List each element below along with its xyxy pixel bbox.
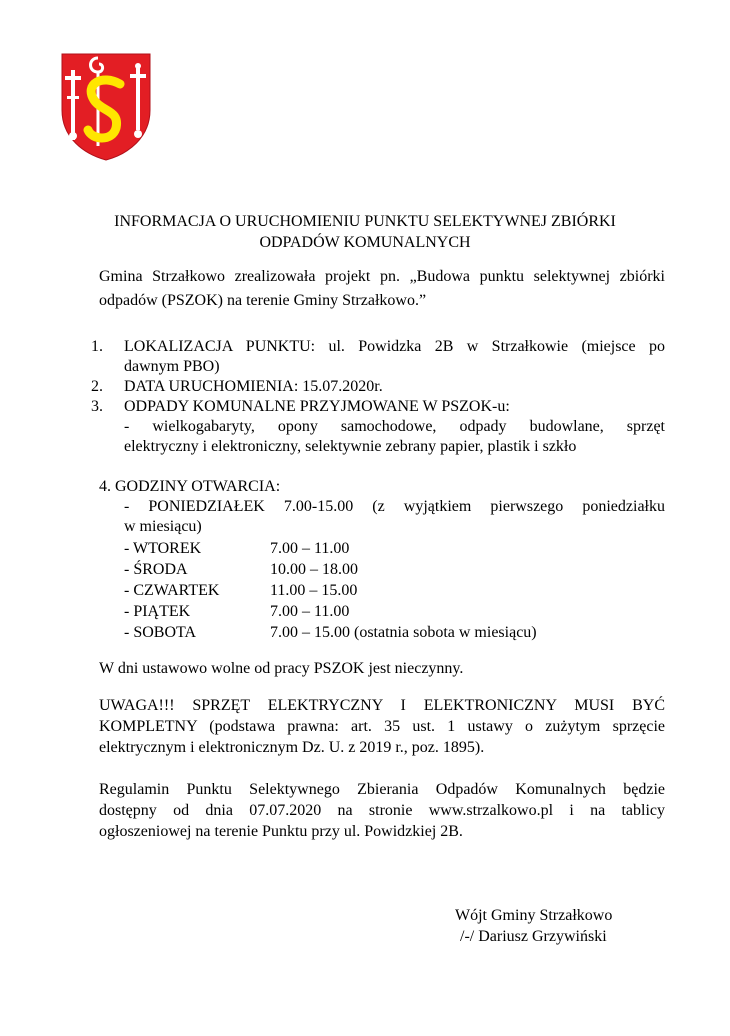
monday-hours-line-2: w miesiącu) [124,518,202,535]
location-line-2: dawnym PBO) [124,358,220,375]
day-label: - WTOREK [124,540,202,557]
signature-name: /-/ Dariusz Grzywiński [460,928,607,945]
list-number-1: 1. [91,338,103,355]
day-label: - ŚRODA [124,561,188,578]
opening-hours-heading: 4. GODZINY OTWARCIA: [99,478,281,495]
day-hours: 7.00 – 11.00 [270,603,350,620]
warning-line-3: elektrycznym i elektronicznym Dz. U. z 2019 r., poz. 1895). [99,739,485,756]
coat-of-arms-emblem [58,50,154,162]
signature-title: Wójt Gminy Strzałkowo [455,907,613,924]
day-hours: 10.00 – 18.00 [270,561,358,578]
holidays-notice: W dni ustawowo wolne od pracy PSZOK jest nieczynny. [99,660,464,677]
day-label: - PIĄTEK [124,603,191,620]
day-label: - SOBOTA [124,624,197,641]
day-hours: 7.00 – 15.00 (ostatnia sobota w miesiącu) [270,624,537,641]
warning-line-2: KOMPLETNY (podstawa prawna: art. 35 ust. 1 ustawy o zużytym sprzęcie [99,718,665,735]
day-label: - CZWARTEK [124,582,220,599]
opening-date: DATA URUCHOMIENIA: 15.07.2020r. [124,378,383,395]
monday-hours-line-1: - PONIEDZIAŁEK 7.00-15.00 (z wyjątkiem pierwszego poniedziałku [124,498,665,515]
accepted-waste-line-1: - wielkogabaryty, opony samochodowe, odpady budowlane, sprzęt [124,418,665,435]
accepted-waste-line-2: elektryczny i elektroniczny, selektywnie zebrany papier, plastik i szkło [124,438,577,455]
day-hours: 7.00 – 11.00 [270,540,350,557]
document-title-line-2: ODPADÓW KOMUNALNYCH [259,234,471,251]
list-number-2: 2. [91,378,103,395]
accepted-waste-heading: ODPADY KOMUNALNE PRZYJMOWANE W PSZOK-u: [124,398,510,415]
intro-line-1: Gmina Strzałkowo zrealizowała projekt pn. „Budowa punktu selektywnej zbiórki [99,268,665,285]
regulations-line-3: ogłoszeniowej na terenie Punktu przy ul. Powidzkiej 2B. [99,823,463,840]
warning-line-1: UWAGA!!! SPRZĘT ELEKTRYCZNY I ELEKTRONICZNY MUSI BYĆ [99,697,665,714]
regulations-line-1: Regulamin Punktu Selektywnego Zbierania Odpadów Komunalnych będzie [99,781,665,798]
document-title-line-1: INFORMACJA O URUCHOMIENIU PUNKTU SELEKTYWNEJ ZBIÓRKI [114,213,616,230]
day-hours: 11.00 – 15.00 [270,582,358,599]
location-line-1: LOKALIZACJA PUNKTU: ul. Powidzka 2B w Strzałkowie (miejsce po [124,338,665,355]
regulations-line-2: dostępny od dnia 07.07.2020 na stronie www.strzalkowo.pl i na tablicy [99,802,665,819]
list-number-3: 3. [91,398,103,415]
intro-line-2: odpadów (PSZOK) na terenie Gminy Strzałkowo.” [99,292,427,309]
